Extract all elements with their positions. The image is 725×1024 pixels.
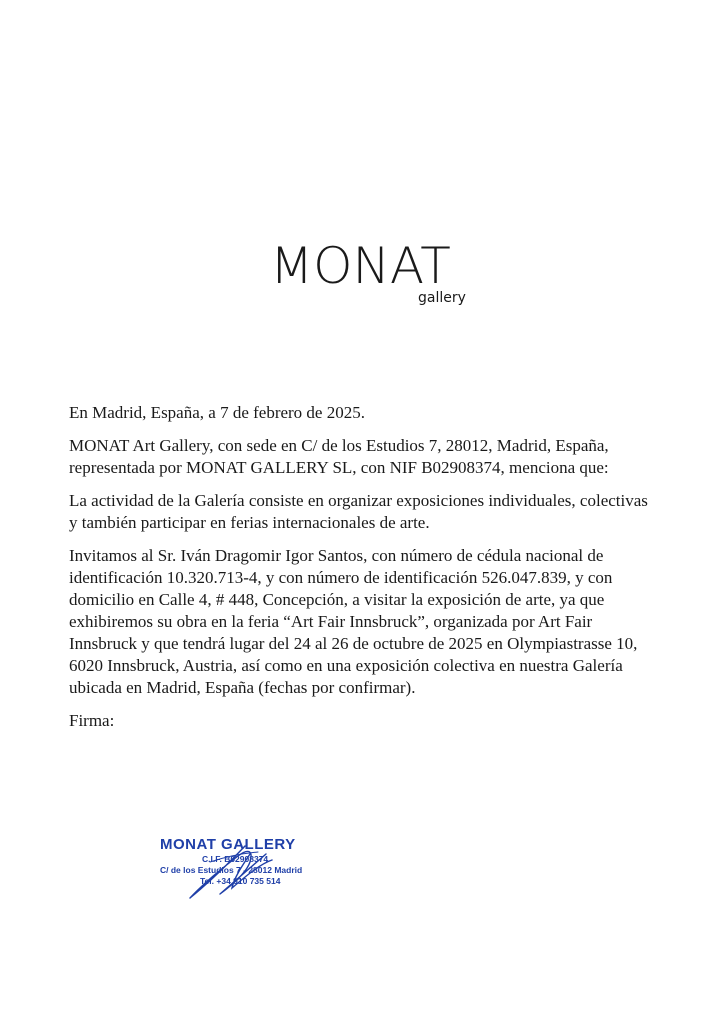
company-stamp [150,832,325,902]
place-date: En Madrid, España, a 7 de febrero de 2025. [69,403,365,422]
paragraph-gallery-intro: MONAT Art Gallery, con sede en C/ de los Estudios 7, 28012, Madrid, España, representada por MONAT GALLERY SL, con NIF B02908374, menciona que: [69,436,609,477]
gallery-logo [270,238,470,310]
stamp-title: MONAT GALLERY [160,836,296,853]
logo-subtitle: gallery [418,290,466,306]
paragraph-invitation: Invitamos al Sr. Iván Dragomir Igor Santos, con número de cédula nacional de identificación 10.320.713-4, y con número de identificación 526.047.839, y con domicilio en Calle 4, # 448, Concepción, a visitar la exposición de arte, ya que exhibiremos su obra en la feria “Art Fair Innsbruck”, organizada por Art Fair Innsbruck y que tendrá lugar del 24 al 26 de octubre de 2025 en Olympiastrasse 10, 6020 Innsbruck, Austria, así como en una exposición colectiva en nuestra Galería ubicada en Madrid, España (fechas por confirmar). [69,546,638,697]
logo-wordmark: MONAT [270,237,451,295]
stamp-phone: Tel. +34 910 735 514 [200,876,281,886]
stamp-address: C/ de los Estudios 7 - 28012 Madrid [160,865,303,875]
stamp-cif: C.I.F. B02908374 [202,854,269,864]
paragraph-gallery-activity: La actividad de la Galería consiste en organizar exposiciones individuales, colectivas y también participar en ferias internacionales de arte. [69,491,648,532]
signature-label: Firma: [69,711,115,730]
letter-body [69,402,659,743]
